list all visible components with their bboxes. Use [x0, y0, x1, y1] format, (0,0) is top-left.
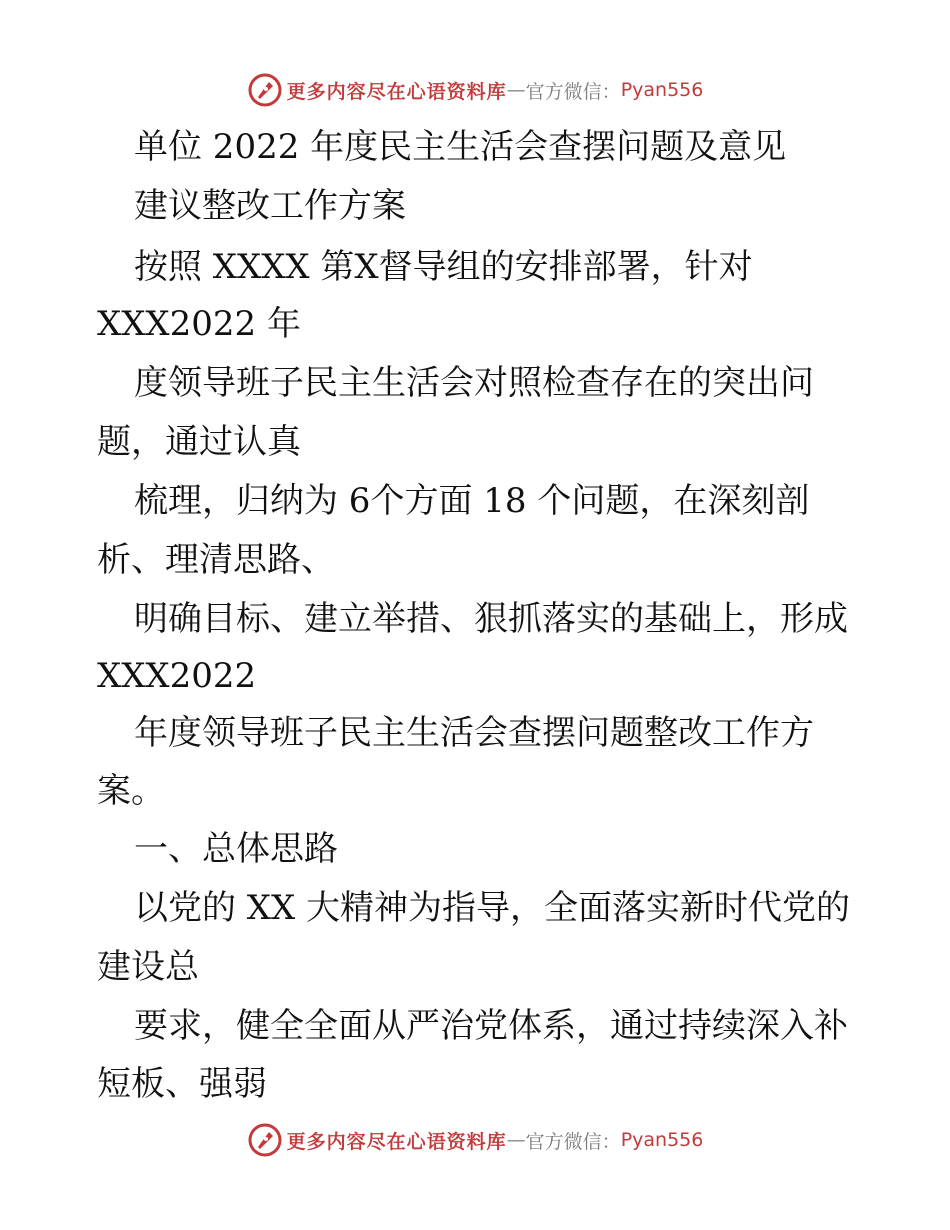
banner-separator: — — [506, 1129, 526, 1151]
doc-paragraph-line: 析、理清思路、 — [97, 540, 335, 580]
banner-wechat-label: 官方微信： — [525, 1130, 621, 1153]
doc-paragraph-line: 按照 XXXX 第X督导组的安排部署，针对 — [134, 247, 753, 287]
banner-brand-text: 更多内容尽在心语资料库 — [286, 80, 507, 103]
doc-paragraph-line: XXX2022 — [97, 656, 257, 696]
doc-paragraph-line: 以党的 XX 大精神为指导，全面落实新时代党的 — [134, 888, 851, 928]
doc-paragraph-line: 题，通过认真 — [97, 422, 301, 462]
banner-wechat-id: Pyan556 — [620, 1129, 704, 1151]
banner-wechat-label: 官方微信： — [525, 80, 621, 103]
doc-paragraph-line: 梳理，归纳为 6个方面 18 个问题，在深刻剖 — [134, 481, 810, 521]
doc-paragraph-line: 短板、强弱 — [97, 1064, 267, 1104]
doc-paragraph-line: 明确目标、建立举措、狠抓落实的基础上，形成 — [134, 599, 848, 639]
doc-paragraph-line: 建设总 — [97, 947, 199, 987]
header-banner — [0, 70, 950, 110]
pen-nib-logo-icon — [247, 72, 283, 108]
doc-title-line-2: 建议整改工作方案 — [134, 186, 406, 226]
banner-brand-text: 更多内容尽在心语资料库 — [286, 1130, 507, 1153]
doc-paragraph-line: 度领导班子民主生活会对照检查存在的突出问 — [134, 363, 814, 403]
doc-title-line-1: 单位 2022 年度民主生活会查摆问题及意见 — [134, 127, 787, 167]
doc-section-heading: 一、总体思路 — [134, 829, 338, 869]
doc-paragraph-line: 案。 — [97, 771, 165, 811]
doc-paragraph-line: XXX2022 年 — [97, 304, 301, 344]
banner-wechat-id: Pyan556 — [620, 79, 704, 101]
pen-nib-logo-icon — [247, 1122, 283, 1158]
doc-paragraph-line: 年度领导班子民主生活会查摆问题整改工作方 — [134, 713, 814, 753]
doc-paragraph-line: 要求，健全全面从严治党体系，通过持续深入补 — [134, 1006, 848, 1046]
footer-banner — [0, 1120, 950, 1160]
banner-separator: — — [506, 79, 526, 101]
